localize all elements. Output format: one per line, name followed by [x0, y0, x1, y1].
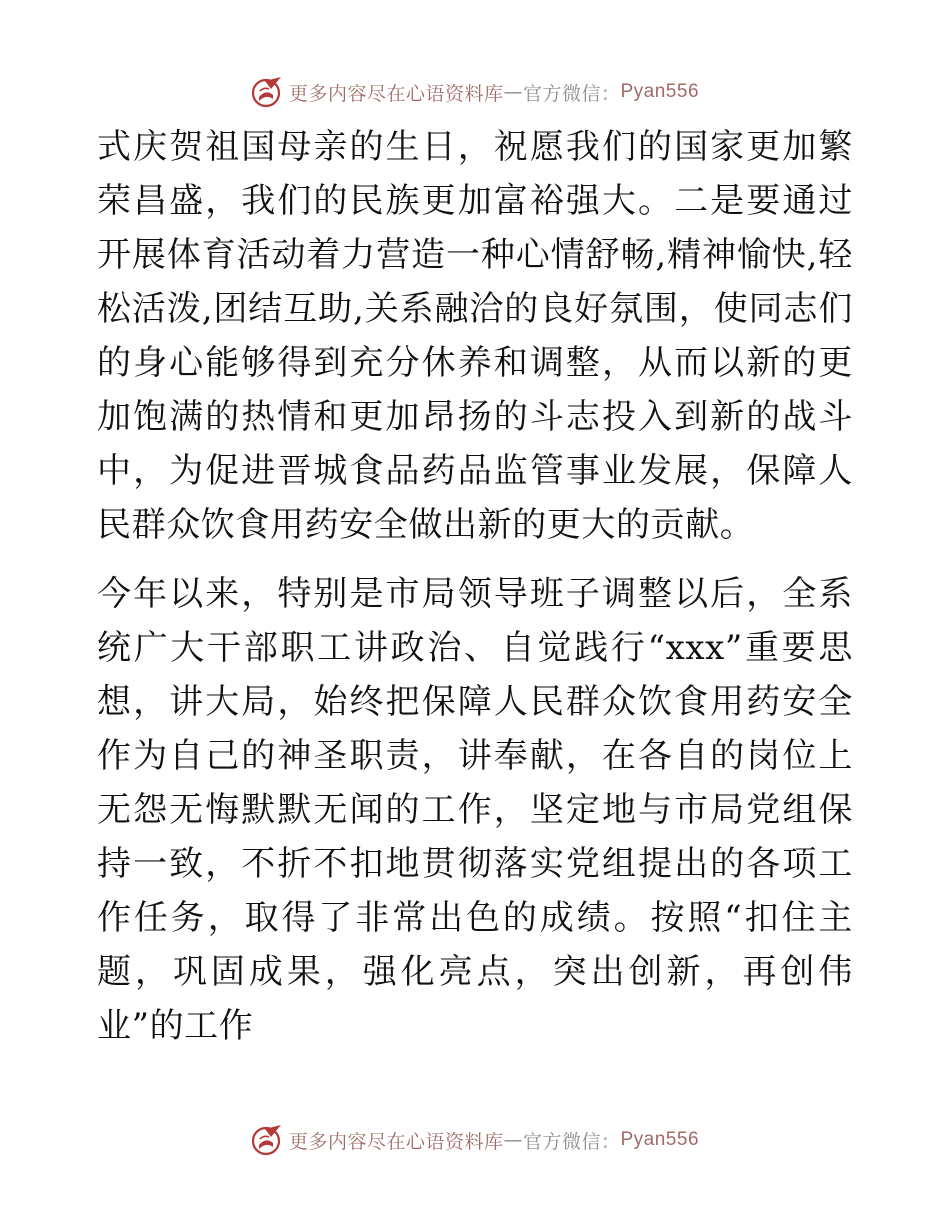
banner-separator: — — [503, 81, 523, 103]
book-quill-logo-icon — [251, 75, 285, 109]
banner-wechat-label: 官方微信： — [522, 82, 621, 105]
banner-main-text: 更多内容尽在心语资料库 — [288, 82, 504, 105]
footer-watermark-banner — [0, 1120, 950, 1160]
banner-wechat-id: Pyan556 — [620, 81, 700, 102]
banner-wechat-label: 官方微信： — [522, 1130, 621, 1153]
banner-main-text: 更多内容尽在心语资料库 — [288, 1130, 504, 1153]
book-quill-logo-icon — [251, 1123, 285, 1157]
header-watermark-banner — [0, 72, 950, 112]
paragraph: 式庆贺祖国母亲的生日，祝愿我们的国家更加繁荣昌盛，我们的民族更加富裕强大。二是要通过开展体育活动着力营造一种心情舒畅,精神愉快,轻松活泼,团结互助,关系融洽的良好氛围，使同志们的身心能够得到充分休养和调整，从而以新的更加饱满的热情和更加昂扬的斗志投入到新的战斗中，为促进晋城食品药品监管事业发展，保障人民群众饮食用药安全做出新的更大的贡献。 — [97, 127, 853, 545]
banner-separator: — — [503, 1129, 523, 1151]
document-body — [97, 120, 853, 1053]
banner-wechat-id: Pyan556 — [620, 1129, 700, 1150]
paragraph: 今年以来，特别是市局领导班子调整以后，全系统广大干部职工讲政治、自觉践行“xxx”重要思想，讲大局，始终把保障人民群众饮食用药安全作为自己的神圣职责，讲奉献，在各自的岗位上无怨无悔默默无闻的工作，坚定地与市局党组保持一致，不折不扣地贯彻落实党组提出的各项工作任务，取得了非常出色的成绩。按照“扣住主题，巩固成果，强化亮点，突出创新，再创伟业”的工作 — [97, 574, 853, 1046]
